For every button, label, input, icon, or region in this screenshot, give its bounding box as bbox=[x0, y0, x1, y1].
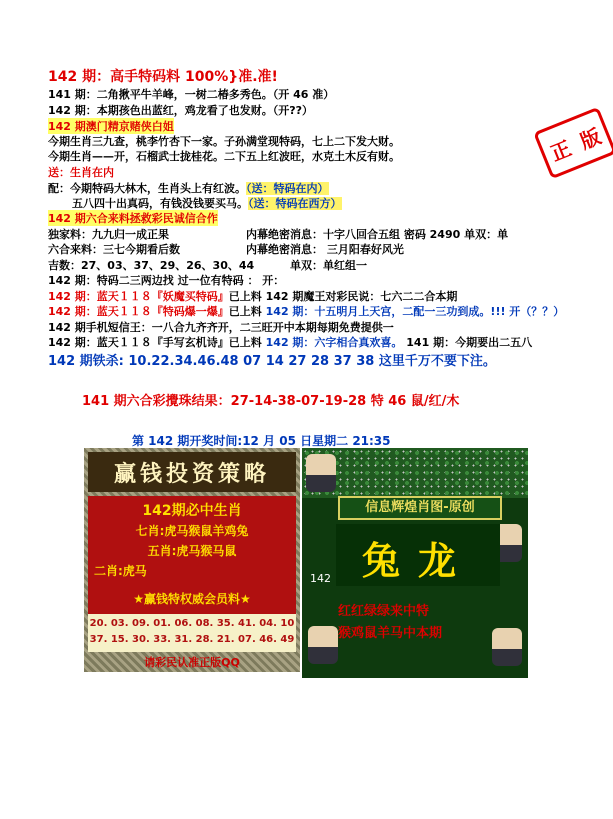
line-bluesky-1 bbox=[48, 288, 457, 304]
line-142-poem: 142 期：本期孩色出蓝红，鸡龙看了也发财。（开??） bbox=[48, 104, 314, 117]
promo-right-zodiac-box bbox=[336, 524, 500, 586]
line-sms-king: 142 期手机短信王：一八合九齐齐开，二三旺开中本期每期免费提供一 bbox=[48, 321, 394, 334]
promo-left-footer: 请彩民认准正版QQ bbox=[144, 656, 240, 669]
promo-left-two: 二肖:虎马 bbox=[94, 564, 147, 578]
zodiac-text: 兔龙 bbox=[361, 539, 474, 583]
line-lucky-numbers: 吉数：27、03、37、29、26、30、44 bbox=[48, 259, 255, 272]
line-gift: 送：生肖在内 bbox=[48, 166, 114, 179]
promo-left-numbers bbox=[88, 614, 296, 652]
line-section-macau: 142 期澳门精京赌侠白姐 bbox=[48, 120, 174, 133]
line-sixmark-source: 六合来料：三七今期看后数 bbox=[48, 243, 180, 256]
line-odd-even: 单双：单红组一 bbox=[290, 259, 367, 272]
line-exclusive-secret: 内幕绝密消息：十字八回合五组 密码 2490 单双：单 bbox=[246, 228, 509, 241]
promo-panel-left bbox=[84, 448, 300, 672]
kill-numbers: 142 期铁杀: 10.22.34.46.48 07 14 27 28 37 38 这里千万不要下注。 bbox=[48, 354, 496, 369]
stamp-char-2: 版 bbox=[576, 123, 605, 154]
line-pair-1-gift: （送：特码在内） bbox=[246, 182, 329, 195]
genuine-stamp bbox=[533, 107, 613, 180]
promo-right-line-1: 红红绿绿来中特 bbox=[338, 604, 430, 619]
promo-left-heading: 赢钱投资策略 bbox=[88, 452, 296, 492]
line-zodiac-1: 今期生肖三九查，桃李竹杏下一家。子孙满堂现特码，七上二下发大财。 bbox=[48, 135, 400, 148]
draw-result: 141 期六合彩攪珠结果：27-14-38-07-19-28 特 46 鼠/红/木 bbox=[82, 394, 460, 409]
bluesky-3-tail: 141 期：今期要出二五八 bbox=[406, 336, 533, 349]
promo-left-red-box bbox=[88, 496, 296, 614]
line-exclusive bbox=[48, 226, 169, 242]
promo-left-five: 五肖:虎马猴马鼠 bbox=[147, 544, 237, 558]
promo-left-sub: 142期必中生肖 bbox=[142, 503, 242, 519]
bluesky-2-mid: 已上料 bbox=[228, 305, 262, 318]
stamp-char-1: 正 bbox=[546, 135, 575, 166]
line-pair-2 bbox=[72, 195, 342, 211]
draw-time: 第 142 期开奖时间:12 月 05 日星期二 21:35 bbox=[132, 434, 391, 448]
line-pair-2-gift: （送：特码在西方） bbox=[248, 197, 342, 210]
line-zodiac-2: 今期生肖——开，石榴武士拢桂花。二下五上红波旺，水克土木反有财。 bbox=[48, 150, 400, 163]
line-pair-2-text: 五八四十出真码，有钱没钱要买马。 bbox=[72, 197, 248, 210]
promo-left-seven: 七肖:虎马猴鼠羊鸡兔 bbox=[135, 524, 249, 538]
bluesky-3-poem: 142 期：六字相合真欢喜。 bbox=[265, 336, 403, 349]
line-special-code: 142 期：特码二三两边找 过一位有特码 ： 开： bbox=[48, 274, 285, 287]
line-sixmark-secret: 内幕绝密消息： 三月阳春好风光 bbox=[246, 243, 404, 256]
promo-panel-right bbox=[302, 448, 528, 678]
line-bluesky-2 bbox=[48, 303, 564, 319]
bluesky-1-rest: 已上料 142 期魔王对彩民说：七六二二合本期 bbox=[228, 290, 458, 303]
line-141-poem: 141 期：二角揪平牛羊峰，一树二椿多秀色。（开 46 准） bbox=[48, 88, 335, 101]
promo-right-issue: 142 bbox=[310, 572, 331, 585]
bluesky-3-mid: 已上料 bbox=[228, 336, 262, 349]
numbers-row-2: 37. 15. 30. 33. 31. 28. 21. 07. 46. 49 bbox=[89, 634, 295, 645]
exclusive-text: 独家料：九九归一成正果 bbox=[48, 228, 169, 241]
numbers-row-1: 20. 03. 09. 01. 06. 08. 35. 41. 04. 10 bbox=[89, 618, 295, 629]
line-bluesky-3 bbox=[48, 334, 532, 350]
portrait-icon bbox=[308, 626, 338, 664]
portrait-icon bbox=[306, 454, 336, 492]
portrait-icon bbox=[492, 628, 522, 666]
line-section-sixmark: 142 期六合来料拯救彩民诚信合作 bbox=[48, 212, 218, 225]
line-pair-1 bbox=[48, 180, 329, 196]
bluesky-2-title: 142 期：蓝天１１８『特码爆一爆』 bbox=[48, 305, 229, 318]
bluesky-1-title: 142 期：蓝天１１８『妖魔买特码』 bbox=[48, 290, 229, 303]
promo-right-banner: 信息辉煌肖图-原创 bbox=[338, 496, 502, 520]
promo-right-line-2: 猴鸡鼠羊马中本期 bbox=[338, 626, 443, 641]
page-title: 142 期：高手特码料 100%}准.准! bbox=[48, 69, 278, 85]
promo-left-member: ★赢钱特权威会员料★ bbox=[133, 592, 251, 606]
bluesky-2-poem: 142 期：十五明月上天宫，二配一三功到成。!!! 开（？？） bbox=[265, 305, 565, 318]
bluesky-3-title: 142 期：蓝天１１８『手写玄机诗』 bbox=[48, 336, 229, 349]
line-pair-1-text: 配：今期特码大林木，生肖头上有红波。 bbox=[48, 182, 246, 195]
